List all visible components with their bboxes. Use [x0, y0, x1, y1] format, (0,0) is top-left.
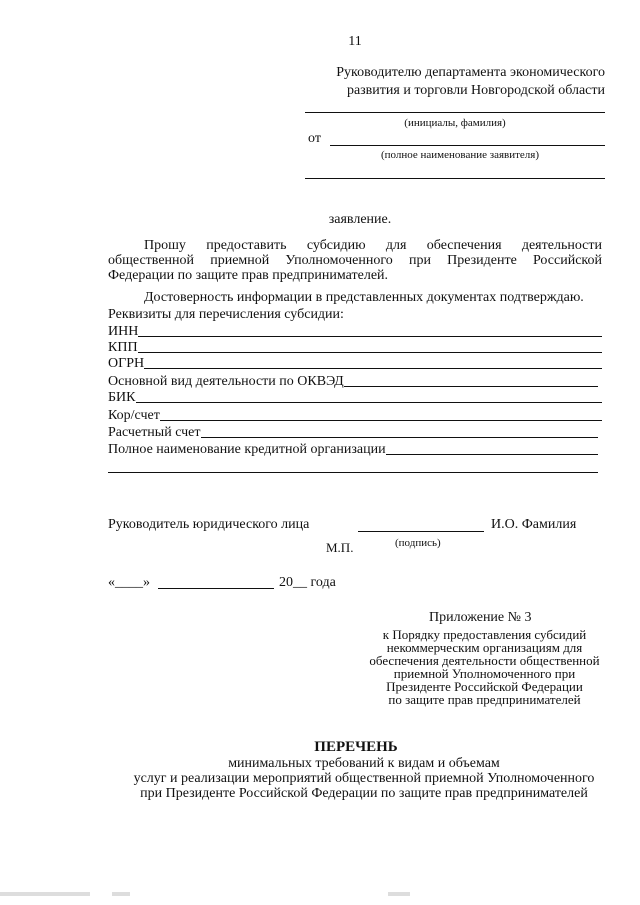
initials-line: [305, 112, 605, 113]
statement-paragraph-1: Прошу предоставить субсидию для обеспечения деятельности общественной приемной Уполномоченного при Президенте Российской Федерации по защите прав предпринимателей.: [108, 238, 602, 283]
statement-title: заявление.: [328, 212, 392, 227]
list-subtitle-1: минимальных требований к видам и объемам: [228, 756, 500, 771]
addressee-line-1: Руководителю департамента экономического: [336, 65, 605, 80]
statement-paragraph-2: Достоверность информации в представленных документах подтверждаю.: [144, 290, 584, 305]
requisite-label: БИК: [108, 390, 136, 405]
scan-artifact: [112, 892, 130, 896]
fill-line: [144, 367, 602, 369]
applicant-line-2: [305, 178, 605, 179]
requisite-row-settlement-account: [108, 425, 598, 440]
stamp-label: М.П.: [326, 540, 354, 555]
requisite-row-bank-name: [108, 442, 598, 457]
requisite-row-inn: [108, 324, 602, 339]
fill-line: [344, 385, 598, 387]
requisite-row-kpp: [108, 340, 602, 355]
list-subtitle-3: при Президенте Российской Федерации по защите прав предпринимателей: [140, 786, 588, 801]
requisite-label: ОГРН: [108, 356, 145, 371]
appendix-title: Приложение № 3: [429, 610, 532, 625]
requisite-label: Расчетный счет: [108, 425, 201, 440]
list-subtitle-2: услуг и реализации мероприятий общественной приемной Уполномоченного: [133, 771, 595, 786]
addressee-line-2: развития и торговли Новгородской области: [346, 83, 605, 98]
appendix-line-2: некоммерческим организациям для: [386, 640, 583, 655]
page-number: 11: [348, 34, 362, 49]
date-year: [279, 575, 336, 591]
year-suffix: года: [310, 575, 336, 590]
from-label: от: [308, 131, 321, 146]
appendix-line-3: обеспечения деятельности общественной: [369, 653, 600, 668]
scan-artifact: [388, 892, 410, 896]
requisite-label: Полное наименование кредитной организации: [108, 442, 386, 457]
addressee-block: [305, 64, 605, 100]
fill-line: [138, 351, 602, 353]
appendix-line-1: к Порядку предоставления субсидий: [382, 627, 587, 642]
requisite-label: КПП: [108, 340, 138, 355]
applicant-line: [330, 145, 605, 146]
date-open-quote: «: [108, 575, 115, 590]
date-line: [108, 575, 150, 591]
requisite-label: Основной вид деятельности по ОКВЭД: [108, 374, 344, 389]
appendix-text: [362, 628, 607, 706]
fill-line: [138, 335, 602, 337]
initials-caption: (инициалы, фамилия): [404, 117, 506, 129]
requisite-row-okved: [108, 374, 598, 389]
requisite-label: Кор/счет: [108, 408, 160, 423]
date-month-line: [158, 588, 274, 589]
name-placeholder: И.О. Фамилия: [491, 517, 577, 532]
date-close-quote: »: [143, 575, 150, 590]
list-title: ПЕРЕЧЕНЬ: [314, 739, 398, 755]
head-label: Руководитель юридического лица: [108, 517, 310, 532]
appendix-line-4: приемной Уполномоченного при: [393, 666, 576, 681]
bank-name-continuation-line: [108, 472, 598, 473]
appendix-line-6: по защите прав предпринимателей: [388, 692, 581, 707]
requisite-row-ogrn: [108, 356, 602, 371]
requisite-row-bik: [108, 390, 602, 405]
applicant-caption: (полное наименование заявителя): [380, 149, 540, 161]
signature-line: [358, 531, 484, 532]
fill-line: [386, 453, 598, 455]
fill-line: [136, 401, 603, 403]
appendix-line-5: Президенте Российской Федерации: [386, 679, 583, 694]
year-prefix: 20__: [279, 575, 307, 590]
scan-artifact: [0, 892, 90, 896]
requisites-heading: Реквизиты для перечисления субсидии:: [108, 307, 344, 322]
fill-line: [201, 436, 598, 438]
date-day-blank: ____: [115, 575, 143, 590]
fill-line: [160, 419, 602, 421]
signature-caption: (подпись): [395, 537, 441, 549]
requisite-label: ИНН: [108, 324, 139, 339]
requisite-row-corr-account: [108, 408, 602, 423]
